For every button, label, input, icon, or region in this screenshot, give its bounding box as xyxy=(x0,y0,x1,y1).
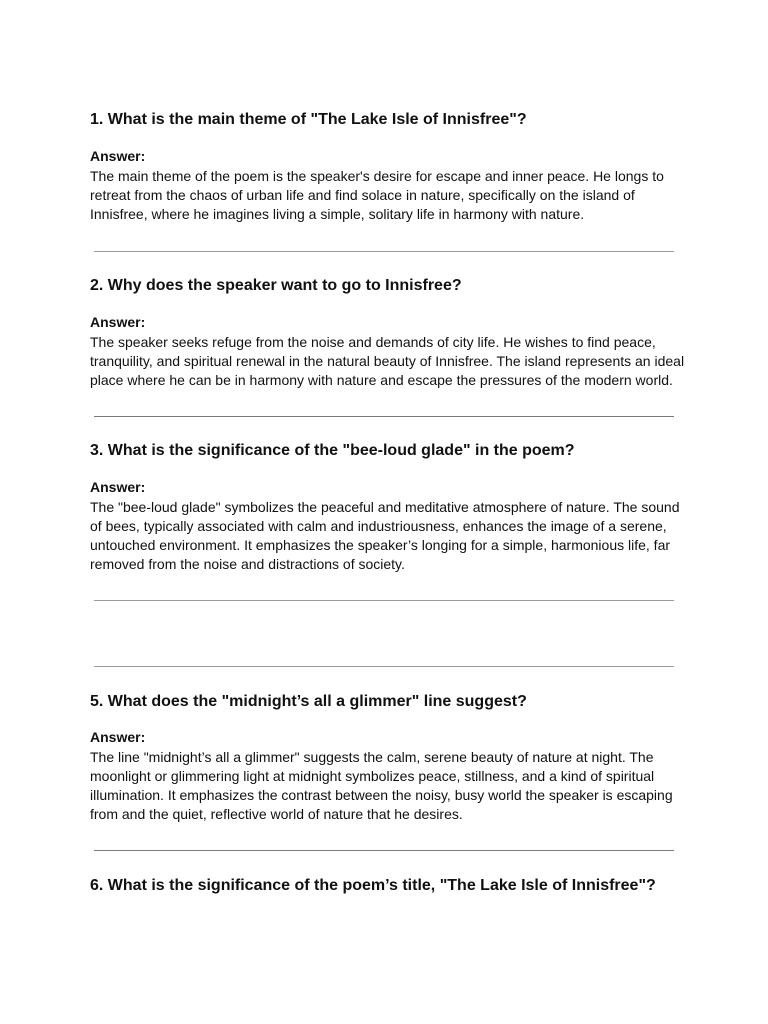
answer-line: The line "midnight’s all a glimmer" suggests the calm, serene beauty of nature at night. The xyxy=(90,749,654,765)
answer-5-text xyxy=(90,748,690,824)
section-divider xyxy=(94,666,674,667)
answer-3-label: Answer: xyxy=(90,479,146,495)
question-1-heading: 1. What is the main theme of "The Lake Isle of Innisfree"? xyxy=(90,111,527,128)
answer-line: of bees, typically associated with calm and industriousness, enhances the image of a serene, xyxy=(90,518,667,534)
question-5-heading: 5. What does the "midnight’s all a glimmer" line suggest? xyxy=(90,693,527,710)
answer-line: illumination. It emphasizes the contrast between the noisy, busy world the speaker is escaping xyxy=(90,787,673,803)
question-6-heading: 6. What is the significance of the poem’s title, "The Lake Isle of Innisfree"? xyxy=(90,877,656,894)
section-divider xyxy=(94,416,674,417)
section-divider xyxy=(94,600,674,601)
answer-2-label: Answer: xyxy=(90,314,146,330)
answer-line: The speaker seeks refuge from the noise and demands of city life. He wishes to find peace, xyxy=(90,334,656,350)
answer-5-label: Answer: xyxy=(90,729,146,745)
question-2-heading: 2. Why does the speaker want to go to Innisfree? xyxy=(90,277,462,294)
answer-line: moonlight or glimmering light at midnight symbolizes peace, stillness, and a kind of spiritual xyxy=(90,768,655,784)
answer-line: tranquility, and spiritual renewal in the natural beauty of Innisfree. The island represents an ideal xyxy=(90,353,685,369)
answer-line: The "bee-loud glade" symbolizes the peaceful and meditative atmosphere of nature. The sound xyxy=(90,499,680,515)
answer-line: Innisfree, where he imagines living a simple, solitary life in harmony with nature. xyxy=(90,206,585,222)
question-3-heading: 3. What is the significance of the "bee-loud glade" in the poem? xyxy=(90,442,575,459)
answer-line: untouched environment. It emphasizes the speaker’s longing for a simple, harmonious life, far xyxy=(90,537,671,553)
answer-line: The main theme of the poem is the speaker's desire for escape and inner peace. He longs to xyxy=(90,168,664,184)
answer-line: removed from the noise and distractions of society. xyxy=(90,556,405,572)
answer-line: place where he can be in harmony with nature and escape the pressures of the modern world. xyxy=(90,372,673,388)
section-divider xyxy=(94,850,674,851)
answer-1-text xyxy=(90,167,690,224)
answer-line: from and the quiet, reflective world of nature that he desires. xyxy=(90,806,463,822)
answer-3-text xyxy=(90,498,690,574)
answer-line: retreat from the chaos of urban life and find solace in nature, specifically on the island of xyxy=(90,187,635,203)
answer-1-label: Answer: xyxy=(90,148,146,164)
section-divider xyxy=(94,251,674,252)
answer-2-text xyxy=(90,333,690,390)
